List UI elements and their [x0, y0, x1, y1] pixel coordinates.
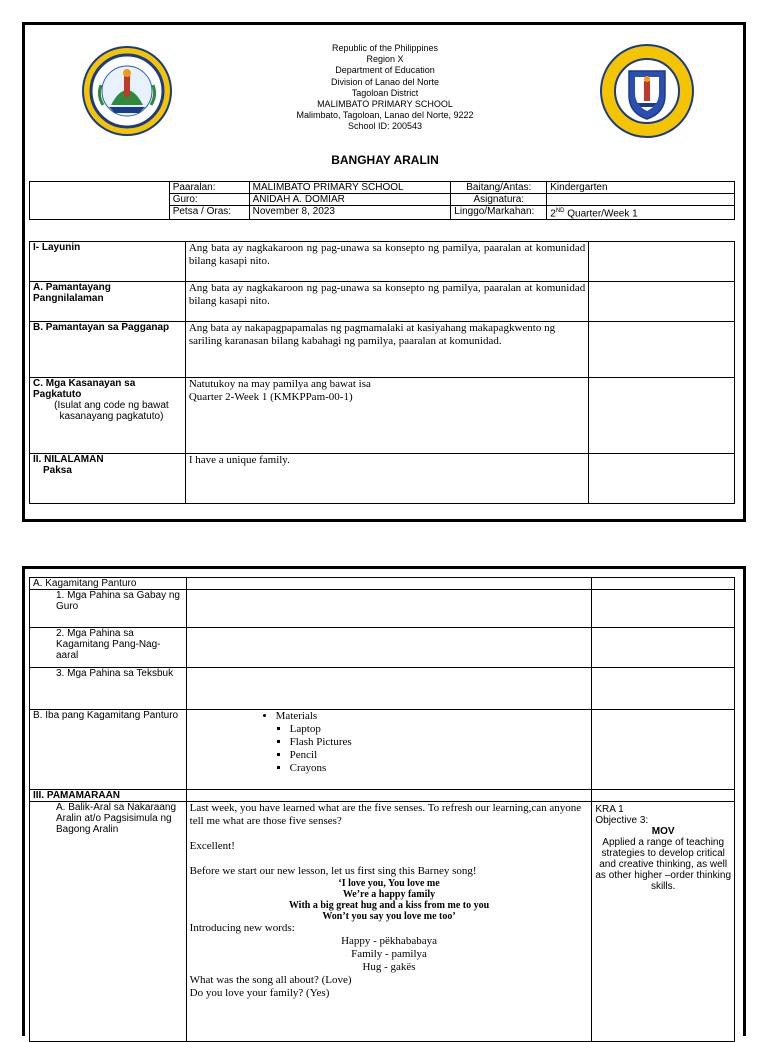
- remarks-cell: [592, 628, 735, 668]
- review-question: Last week, you have learned what are the five senses. To refresh our learning,can anyone tell me what are those five senses?: [189, 802, 582, 827]
- material-item: ▪ Crayons: [290, 762, 589, 775]
- kagamitan-label: A. Kagamitang Panturo: [30, 578, 187, 590]
- baitang-value: Kindergarten: [547, 182, 735, 194]
- deped-seal: [599, 43, 695, 139]
- lesson-plan-page-2: [22, 566, 746, 1036]
- kasanayan-label: C. Mga Kasanayan sa Pagkatuto: [33, 378, 136, 400]
- header-line: Region X: [366, 54, 404, 65]
- linggo-value: [547, 206, 735, 220]
- praise-text: Excellent!: [189, 840, 235, 852]
- lesson-plan-page-1: [22, 22, 746, 522]
- song-line: ‘I love you, You love me: [338, 878, 440, 889]
- remarks-cell: [592, 578, 735, 590]
- layunin-label: I- Layunin: [30, 242, 186, 282]
- iba-pang-kagamitan-label: B. Iba pang Kagamitang Panturo: [30, 710, 187, 790]
- remarks-cell: [592, 790, 735, 802]
- pamantayang-pangnilalaman-content: Ang bata ay nagkakaroon ng pag-unawa sa konsepto ng pamilya, paaralan at komunidad bilang kasapi nito.: [185, 282, 588, 322]
- kagamitang-pang-nag-aaral-label: 2. Mga Pahina sa Kagamitang Pang-Nag-aaral: [30, 628, 187, 668]
- vocab-word: Hug - gakës: [362, 961, 416, 973]
- material-item: ▪ Pencil: [290, 749, 589, 762]
- teksbuk-label: 3. Mga Pahina sa Teksbuk: [30, 668, 187, 710]
- letterhead: [205, 43, 565, 133]
- remarks-cell: [589, 454, 735, 504]
- asignatura-label: Asignatura:: [451, 194, 547, 206]
- petsa-label: Petsa / Oras:: [169, 206, 249, 220]
- info-blank-cell: [30, 182, 170, 220]
- vocab-word: Family - pamilya: [351, 948, 427, 960]
- remarks-cell: [592, 710, 735, 790]
- remarks-cell: [592, 590, 735, 628]
- linggo-rest: Quarter/Week 1: [564, 208, 638, 220]
- objective-description: Applied a range of teaching strategies to develop critical and creative thinking, as well as other higher –order thinking skills.: [595, 837, 732, 892]
- song-intro: Before we start our new lesson, let us first sing this Barney song!: [189, 865, 477, 877]
- follow-up-question: Do you love your family? (Yes): [189, 987, 330, 999]
- guro-value: ANIDAH A. DOMIAR: [249, 194, 451, 206]
- pamantayan-sa-pagganap-label: B. Pamantayan sa Pagganap: [30, 322, 186, 378]
- kasanayan-code: Quarter 2-Week 1 (KMKPPam-00-1): [188, 391, 353, 403]
- content-cell: [186, 790, 592, 802]
- header-line: Division of Lanao del Norte: [330, 76, 440, 87]
- header-line: Department of Education: [335, 65, 435, 76]
- school-logo: [81, 45, 173, 137]
- header-line: Malimbato, Tagoloan, Lanao del Norte, 9222: [296, 110, 474, 121]
- header-line: Tagoloan District: [351, 87, 419, 98]
- kra-label: KRA 1: [595, 804, 624, 815]
- pamantayan-sa-pagganap-content: Ang bata ay nakapagpapamalas ng pagmamalaki at kasiyahang makapagkwento ng sariling karanasan bilang kabahagi ng pamilya, paaralan at komunidad.: [185, 322, 588, 378]
- remarks-kra: [592, 802, 735, 1042]
- mov-label: MOV: [651, 826, 675, 837]
- new-words-intro: Introducing new words:: [189, 922, 295, 934]
- content-cell: [186, 578, 592, 590]
- content-cell: [186, 628, 592, 668]
- material-item: ▪ Flash Pictures: [290, 736, 589, 749]
- gabay-guro-label: 1. Mga Pahina sa Gabay ng Guro: [30, 590, 187, 628]
- remarks-cell: [589, 322, 735, 378]
- objective-label: Objective 3:: [595, 815, 649, 826]
- remarks-cell: [589, 242, 735, 282]
- materials-label: • Materials: [276, 710, 589, 723]
- asignatura-value: [547, 194, 735, 206]
- pamamaraan-label: III. PAMAMARAAN: [30, 790, 187, 802]
- content-cell: [186, 668, 592, 710]
- song-line: With a big great hug and a kiss from me to you: [288, 900, 490, 911]
- procedure-table: [29, 577, 735, 1042]
- remarks-cell: [589, 378, 735, 454]
- pamantayang-pangnilalaman-label: A. Pamantayang Pangnilalaman: [30, 282, 186, 322]
- song-line: We’re a happy family: [342, 889, 436, 900]
- nilalaman-cell: [30, 454, 186, 504]
- layunin-content: Ang bata ay nagkakaroon ng pag-unawa sa konsepto ng pamilya, paaralan at komunidad bilang kasapi nito.: [185, 242, 588, 282]
- kasanayan-line: Natutukoy na may pamilya ang bawat isa: [188, 378, 371, 390]
- kasanayan-cell: [30, 378, 186, 454]
- header-line: School ID: 200543: [347, 121, 423, 132]
- paksa-label: Paksa: [43, 465, 72, 476]
- remarks-cell: [589, 282, 735, 322]
- material-item: ▪ Laptop: [290, 723, 589, 736]
- content-cell: [186, 590, 592, 628]
- baitang-label: Baitang/Antas:: [451, 182, 547, 194]
- materials-cell: [186, 710, 592, 790]
- song-line: Won’t you say you love me too’: [322, 911, 456, 922]
- vocab-word: Happy - pëkhababaya: [341, 935, 437, 947]
- remarks-cell: [592, 668, 735, 710]
- paksa-content: I have a unique family.: [185, 454, 588, 504]
- kasanayan-content: [185, 378, 588, 454]
- balik-aral-label: A. Balik-Aral sa Nakaraang Aralin at/o Pagsisimula ng Bagong Aralin: [30, 802, 187, 1042]
- document-title: BANGHAY ARALIN: [331, 153, 439, 167]
- linggo-num: 2: [550, 208, 556, 220]
- objectives-table: [29, 241, 735, 504]
- linggo-label: Linggo/Markahan:: [451, 206, 547, 220]
- linggo-sup: ND: [555, 208, 565, 214]
- follow-up-question: What was the song all about? (Love): [189, 974, 352, 986]
- paaralan-label: Paaralan:: [169, 182, 249, 194]
- header-line: MALIMBATO PRIMARY SCHOOL: [317, 99, 453, 110]
- nilalaman-label: II. NILALAMAN: [33, 454, 104, 465]
- balik-aral-content: [186, 802, 592, 1042]
- header-line: Republic of the Philippines: [331, 43, 439, 53]
- guro-label: Guro:: [169, 194, 249, 206]
- paaralan-value: MALIMBATO PRIMARY SCHOOL: [249, 182, 451, 194]
- kasanayan-sublabel: (Isulat ang code ng bawat kasanayang pagkatuto): [54, 400, 169, 422]
- lesson-info-table: [29, 181, 735, 220]
- petsa-value: November 8, 2023: [249, 206, 451, 220]
